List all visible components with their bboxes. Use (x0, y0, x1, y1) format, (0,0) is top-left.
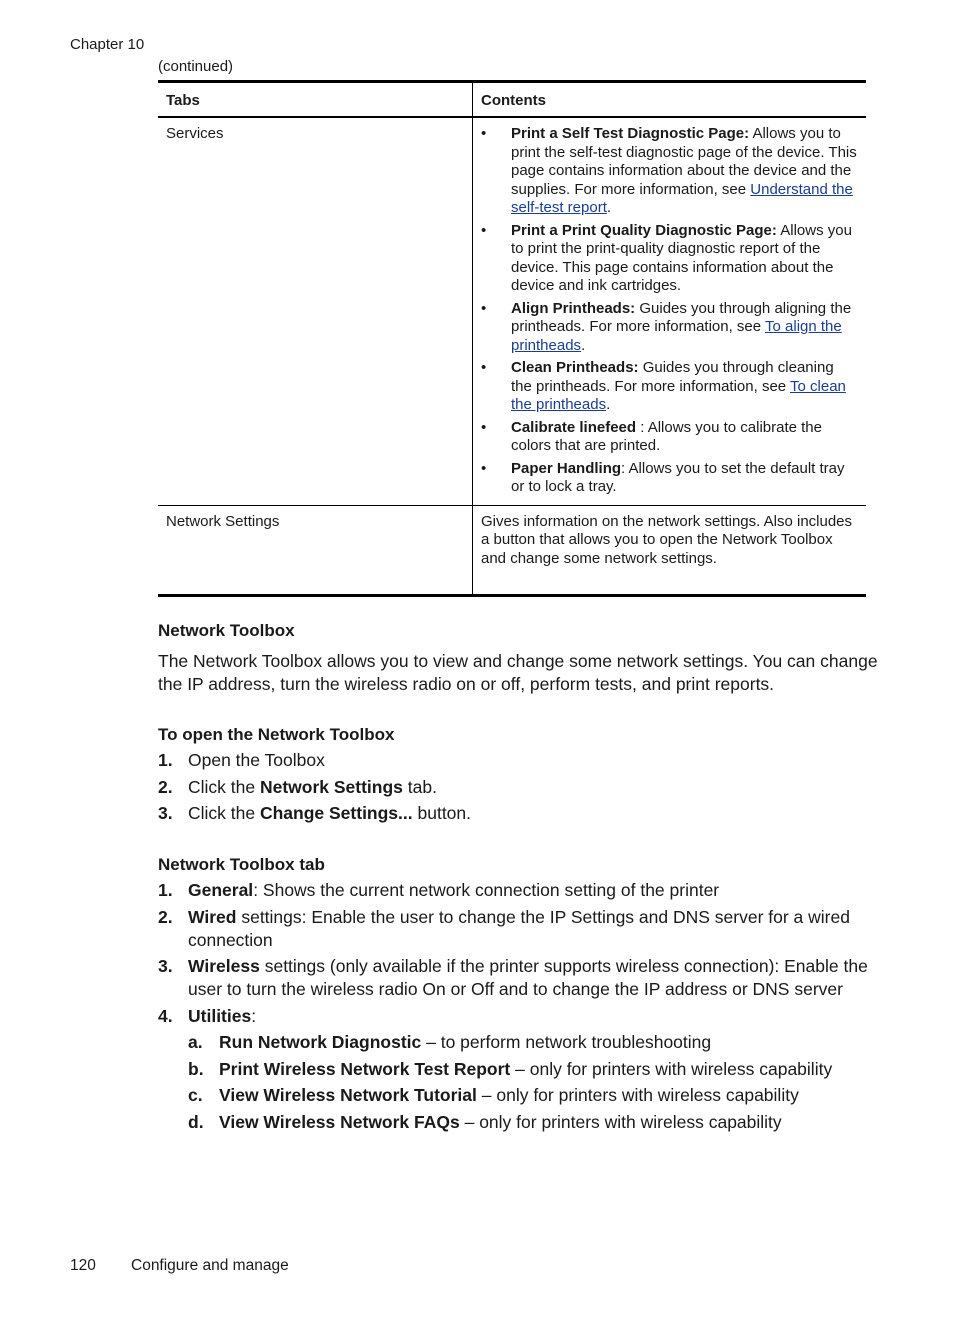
list-item: • Calibrate linefeed : Allows you to calibrate the colors that are printed. (481, 419, 858, 456)
link-align-printheads[interactable]: To align the printheads (511, 318, 842, 354)
list-item: 1. Open the Toolbox (158, 750, 325, 770)
list-item: 1. General: Shows the current network connection setting of the printer (158, 880, 720, 900)
network-toolbox-section (158, 619, 878, 696)
list-item: b. Print Wireless Network Test Report – only for printers with wireless capability (188, 1058, 833, 1079)
list-item: • Clean Printheads: Guides you through cleaning the printheads. For more information, see To clean the printheads. (481, 359, 858, 415)
section-heading: Network Toolbox tab (158, 855, 325, 874)
steps-list (158, 749, 878, 825)
table-row (158, 505, 866, 595)
list-item: • Print a Self Test Diagnostic Page: Allows you to print the self-test diagnostic page of the device. This page contains information about the device and the supplies. For more information, see Understand the self-test report. (481, 125, 858, 218)
list-item: d. View Wireless Network FAQs – only for printers with wireless capability (188, 1111, 782, 1132)
section-body: The Network Toolbox allows you to view and change some network settings. You can change the IP address, turn the wireless radio on or off, perform tests, and print reports. (158, 651, 878, 694)
column-header-tabs: Tabs (166, 92, 200, 109)
toolbox-tab-list (158, 879, 878, 1134)
list-item: • Align Printheads: Guides you through aligning the printheads. For more information, see To align the printheads. (481, 300, 858, 356)
list-item: a. Run Network Diagnostic – to perform network troubleshooting (188, 1032, 712, 1052)
open-toolbox-section (158, 723, 878, 829)
column-header-contents: Contents (473, 82, 867, 118)
list-item: • Paper Handling: Allows you to set the default tray or to lock a tray. (481, 460, 858, 497)
chapter-label: Chapter 10 (70, 36, 145, 53)
footer-section-title: Configure and manage (131, 1257, 289, 1274)
continued-label: (continued) (158, 58, 234, 75)
page-number: 120 (70, 1257, 96, 1274)
network-settings-contents: Gives information on the network settings. Also includes a button that allows you to open the Network Toolbox and change some network settings. (473, 505, 867, 595)
link-self-test-report[interactable]: Understand the self-test report (511, 180, 853, 216)
services-contents (473, 117, 867, 505)
tabs-table (158, 80, 866, 597)
utilities-list (188, 1031, 878, 1134)
table-header-row (158, 82, 866, 118)
table-row (158, 117, 866, 505)
toolbox-tab-section (158, 853, 878, 1137)
list-item: • Print a Print Quality Diagnostic Page: Allows you to print the print-quality diagnostic report of the device. This page contains information about the device and ink cartridges. (481, 222, 858, 296)
section-heading: To open the Network Toolbox (158, 725, 395, 744)
list-item: c. View Wireless Network Tutorial – only for printers with wireless capability (188, 1085, 799, 1105)
list-item: 3. Wireless settings (only available if the printer supports wireless connection): Enable the user to turn the wireless radio On or Off and to change the IP address or DNS server (158, 956, 868, 999)
list-item: 3. Click the Change Settings... button. (158, 803, 472, 823)
link-clean-printheads[interactable]: To clean the printheads (511, 377, 846, 413)
tab-name-network-settings: Network Settings (166, 512, 280, 530)
list-item: 4. Utilities: a. Run Network Diagnostic – to perform network troubleshooting b. Print Wireless Network Test Report – only for printers with wireless capability c. View Wireless Network Tutorial – only for printers with wireless capability d. View Wireless Network FAQs – only for printers with wireless capability (158, 1005, 878, 1134)
services-list (481, 125, 858, 497)
list-item: 2. Wired settings: Enable the user to change the IP Settings and DNS server for a wired connection (158, 906, 850, 950)
list-item: 2. Click the Network Settings tab. (158, 776, 437, 797)
section-heading: Network Toolbox (158, 621, 295, 640)
tab-name-services: Services (166, 125, 224, 142)
